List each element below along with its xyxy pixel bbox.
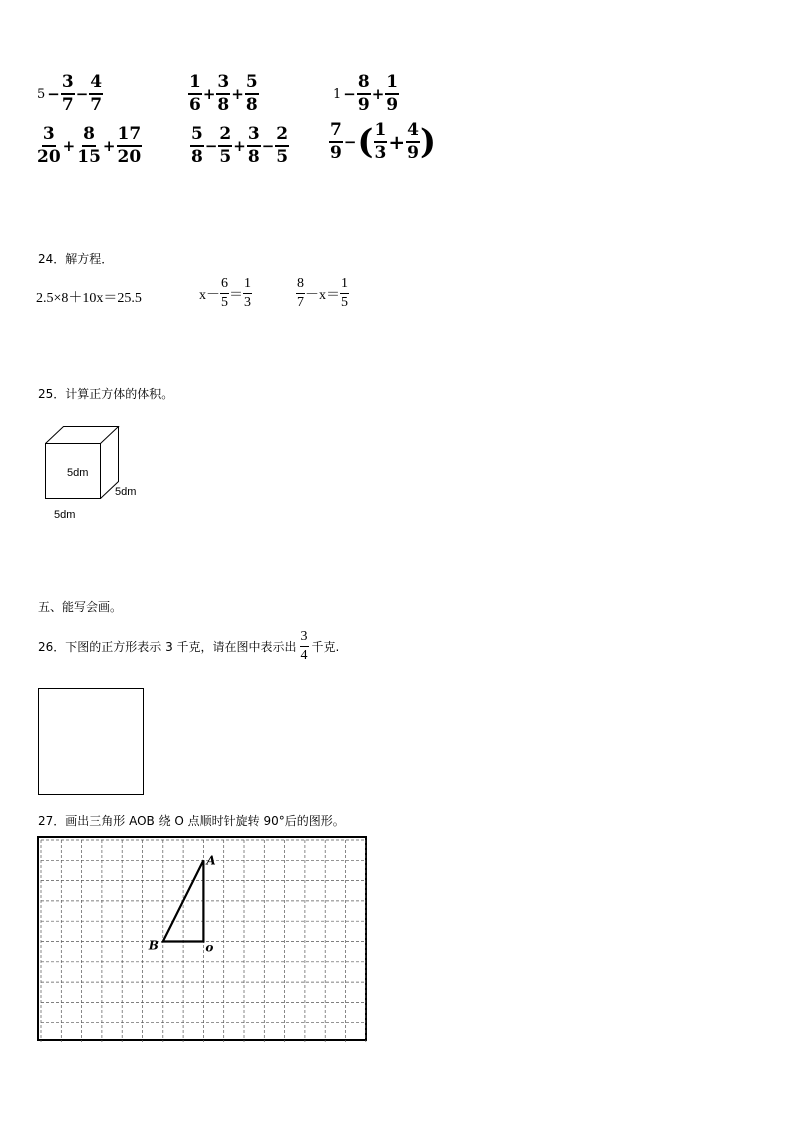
- problem-27-title: 27．画出三角形 AOB 绕 O 点顺时针旋转 90°后的图形。: [38, 814, 345, 828]
- expr-23-2b: $\frac{5}{8}$ − $\frac{2}{5}$ + $\frac{3}{8}$ − $\frac{2}{5}$: [191, 124, 289, 167]
- cube-bottom-label: 5dm: [54, 509, 76, 521]
- fraction: $\frac{3}{20}$: [37, 124, 61, 167]
- cube-front-label: 5dm: [67, 467, 89, 479]
- expr-23-1c: 1 − $\frac{8}{9}$ + $\frac{1}{9}$: [333, 72, 399, 115]
- fraction: $\frac{1}{9}$: [386, 72, 399, 115]
- fraction: $\frac{5}{8}$: [245, 72, 258, 115]
- problem-25-title: 25．计算正方体的体积。: [38, 387, 174, 401]
- grid-border: [38, 837, 366, 1040]
- fraction: $\frac{3}{8}$: [217, 72, 230, 115]
- problem-24-title: 24．解方程．: [38, 252, 114, 266]
- fraction: $\frac{8}{7}$: [297, 276, 304, 310]
- label-b: B: [148, 938, 159, 953]
- fraction: $\frac{1}{3}$: [374, 120, 387, 163]
- expr-23-1b: $\frac{1}{6}$ + $\frac{3}{8}$ + $\frac{5}{8}$: [189, 72, 258, 115]
- fraction: $\frac{3}{8}$: [247, 124, 260, 167]
- fraction: $\frac{4}{7}$: [90, 72, 103, 115]
- fraction: $\frac{1}{5}$: [341, 276, 348, 310]
- expr-23-1a: 5 − $\frac{3}{7}$ − $\frac{4}{7}$: [37, 72, 103, 115]
- fraction: $\frac{8}{15}$: [77, 124, 101, 167]
- label-a: A: [206, 853, 216, 868]
- fraction: $\frac{3}{7}$: [61, 72, 74, 115]
- fraction: $\frac{1}{3}$: [244, 276, 251, 310]
- square-3kg[interactable]: [38, 688, 144, 795]
- label-o: o: [205, 940, 214, 955]
- fraction: $\frac{2}{5}$: [219, 124, 232, 167]
- equation-2: x－ $\frac{6}{5}$ ＝ $\frac{1}{3}$: [199, 276, 251, 310]
- fraction: $\frac{4}{9}$: [407, 120, 419, 163]
- cube-side-label: 5dm: [115, 486, 137, 498]
- fraction: $\frac{6}{5}$: [221, 276, 228, 310]
- fraction: $\frac{7}{9}$: [330, 120, 342, 163]
- fraction: $\frac{1}{6}$: [189, 72, 201, 115]
- rotation-grid[interactable]: [37, 836, 369, 1042]
- equation-1: 2.5×8＋10x＝25.5: [36, 291, 142, 306]
- section-5-title: 五、能写会画。: [38, 600, 123, 614]
- fraction: $\frac{2}{5}$: [276, 124, 289, 167]
- problem-26-text: 26．下图的正方形表示 3 千克，请在图中表示出 $\frac{3}{4}$ 千克.: [38, 629, 340, 663]
- equation-3: $\frac{8}{7}$ －x＝ $\frac{1}{5}$: [297, 276, 348, 310]
- expr-23-2c: $\frac{7}{9}$ − ( $\frac{1}{3}$ + $\frac{4}{9}$ ): [330, 120, 437, 163]
- expr-23-2a: $\frac{3}{20}$ + $\frac{8}{15}$ + $\frac{17}{20}$: [37, 124, 142, 167]
- fraction: $\frac{8}{9}$: [357, 72, 370, 115]
- cube-top-face: [46, 427, 119, 444]
- fraction: $\frac{5}{8}$: [191, 124, 203, 167]
- fraction: $\frac{3}{4}$: [300, 629, 308, 663]
- fraction: $\frac{17}{20}$: [117, 124, 142, 167]
